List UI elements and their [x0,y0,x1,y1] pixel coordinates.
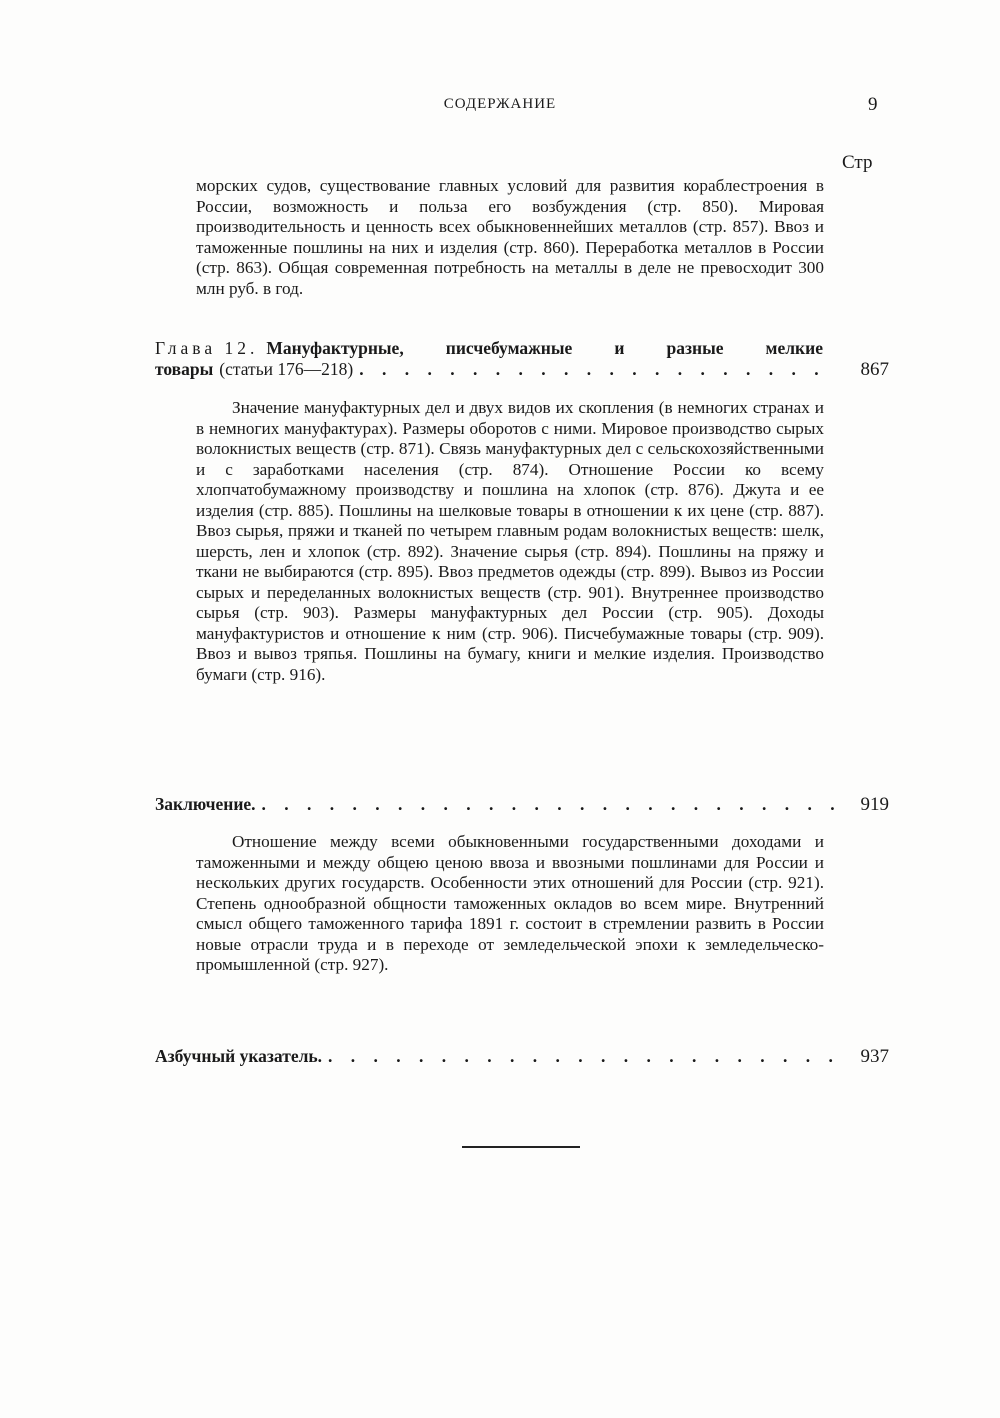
leader-dots [262,794,835,815]
index-title: Азбучный указатель. [155,1046,323,1066]
conclusion-summary: Отношение между всеми обыкновенными государственными доходами и таможенными и между общею ценою ввоза и ввозными пошлинами для России и нескольких других государств. Особенности этих отношений для России (стр. 921). Степень однообразной общности таможенных окладов во всем мире. Внутренний смысл общего таможенного тарифа 1891 г. состоит в стремлении развить в России новые отрасли труда и в переходе от земледельческой эпохи к земледельческо-промышленной (стр. 927). [196,832,824,974]
leader-dots [359,359,835,380]
conclusion-page: 919 [860,794,889,815]
chapter-12-prefix: Глава 12. [155,338,259,358]
chapter-12-summary: Значение мануфактурных дел и двух видов их скопления (в немногих странах и в немногих мануфактурах). Размеры оборотов с ними. Мировое производство сырых волокнистых веществ (стр. 871). Связь мануфактурных дел с сельскохозяйственными и с заработками населения (стр. 874). Отношение России ко всему хлопчатобумажному производству и пошлина на хлопок (стр. 876). Джута и ее изделия (стр. 885). Пошлины на шелковые товары в отношении к их цене (стр. 887). Ввоз сырья, пряжи и тканей по четырем главным родам волокнистых веществ: шелк, шерсть, лен и хлопок (стр. 892). Значение сырья (стр. 894). Пошлины на пряжу и ткани не выбираются (стр. 895). Ввоз предметов одежды (стр. 899). Вывоз из России сырых и переделанных волокнистых веществ (стр. 901). Внутреннее производство сырья (стр. 903). Размеры мануфактурных дел России (стр. 905). Доходы мануфактуристов и отношение к ним (стр. 906). Писчебумажные товары (стр. 909). Ввоз и вывоз тряпья. Пошлины на бумагу, книги и мелкие изделия. Производство бумаги (стр. 916). [196,398,824,684]
chapter-11-summary-continuation: морских судов, существование главных условий для развития кораблестроения в России, возможность и польза его возбуждения (стр. 850). Мировая производительность и ценность всех обыкновеннейших металлов (стр. 857). Ввоз и таможенные пошлины на них и изделия (стр. 860). Переработка металлов в России (стр. 863). Общая современная потребность на металлы в деле не превосходит 300 млн руб. в год. [196,176,824,298]
closing-rule [462,1146,580,1148]
chapter-12-page: 867 [860,359,889,380]
running-title: СОДЕРЖАНИЕ [443,96,557,112]
page-number: 9 [868,94,878,115]
toc-entry-index [155,1046,889,1067]
conclusion-title: Заключение. [155,794,256,814]
index-page: 937 [860,1046,889,1067]
leader-dots [328,1046,835,1067]
chapter-12-title-cont: товары [155,359,214,379]
chapter-12-articles: (статьи 176—218) [219,359,354,379]
page-column-label: Стр [842,152,873,173]
toc-entry-conclusion [155,794,889,815]
toc-entry-chapter-12 [155,338,889,380]
chapter-12-title: Мануфактурные, писчебумажные и разные мелкие [266,338,823,358]
